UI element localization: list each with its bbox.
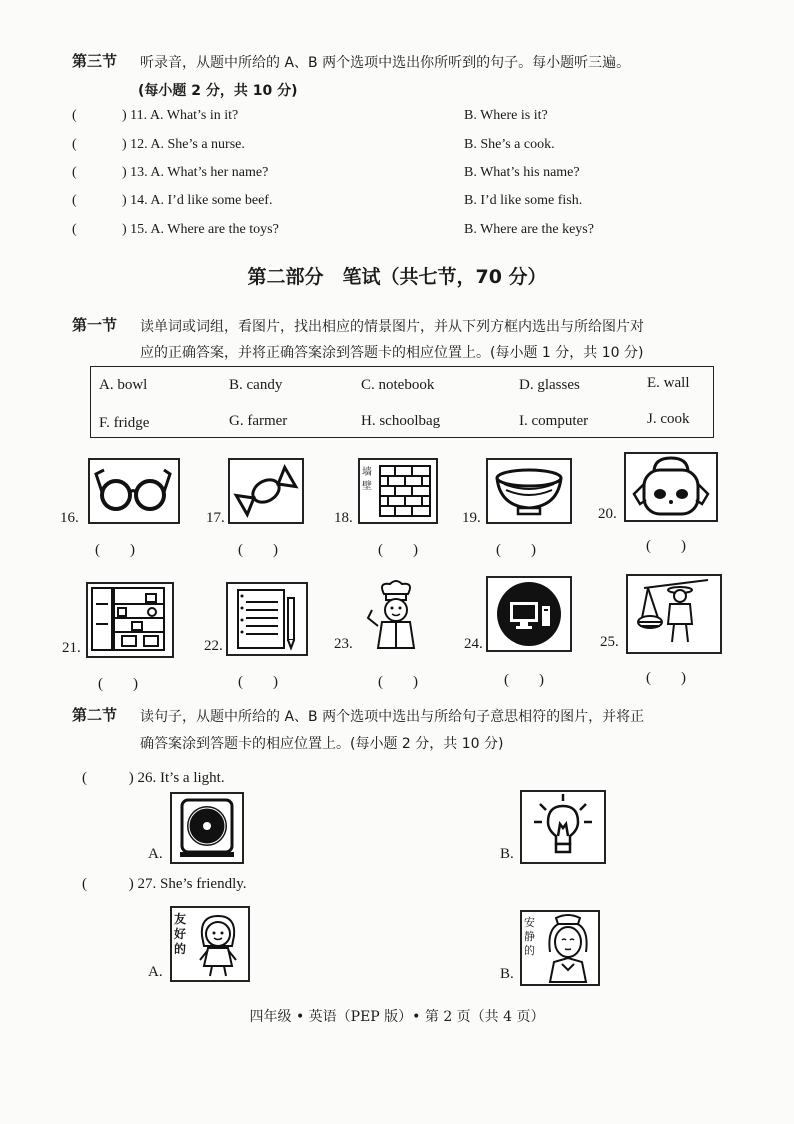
word-option: D. glasses [519,377,580,393]
question-11 [72,108,712,130]
section1-label: 第一节 [72,316,118,334]
schoolbag-icon [624,452,718,522]
question-15 [72,222,712,244]
question-13 [72,165,712,187]
section2-instruction-line1: 读句子，从题中所给的 A、B 两个选项中选出与所给句子意思相符的图片，并将正 [140,709,645,725]
answer-paren: ( [72,137,77,152]
notebook-icon [226,582,308,656]
answer-paren[interactable]: ( ) [378,542,418,558]
question-12 [72,137,712,159]
word-option: E. wall [647,375,690,391]
quiet-girl-icon[interactable] [520,910,600,986]
answer-paren[interactable]: ( ) [378,674,418,690]
quiet-caption: 安静的 [524,916,535,957]
answer-paren: ( [72,108,77,123]
computer-icon [486,576,572,652]
part2-title: 第二部分 笔试（共七节，70 分） [247,266,547,288]
friendly-girl-icon[interactable] [170,906,250,982]
option-a: ) 14. A. I’d like some beef. [122,193,273,208]
item-number: 21. [62,640,81,656]
answer-paren[interactable]: ( ) [238,674,278,690]
word-option: I. computer [519,413,589,429]
word-option: J. cook [647,411,690,427]
item-number: 22. [204,638,223,654]
cook-icon [358,578,436,654]
section2-instruction-line2: 确答案涂到答题卡的相应位置上。(每小题 2 分，共 10 分) [140,736,504,752]
wall-icon [358,458,438,524]
item-number: 17. [206,510,225,526]
option-b: B. I’d like some fish. [464,193,583,208]
word-option: A. bowl [99,377,148,393]
option-b: B. She’s a cook. [464,137,555,152]
fan-icon[interactable] [170,792,244,864]
option-b-label: B. [500,966,514,982]
glasses-icon [88,458,180,524]
item-number: 20. [598,506,617,522]
item-number: 24. [464,636,483,652]
word-option: B. candy [229,377,283,393]
question-26 [82,770,225,787]
word-option: F. fridge [99,415,150,431]
section1-instruction-line1: 读单词或词组，看图片，找出相应的情景图片，并从下列方框内选出与所给图片对 [140,319,644,335]
question-27 [82,876,247,893]
question-26-text: ) 26. It’s a light. [128,770,225,786]
word-option: G. farmer [229,413,288,429]
answer-paren: ( [72,222,77,237]
option-a: ) 11. A. What’s in it? [122,108,239,123]
fridge-icon [86,582,174,658]
item-number: 25. [600,634,619,650]
word-option: C. notebook [361,377,435,393]
section2-label: 第二节 [72,706,118,724]
light-bulb-icon[interactable] [520,790,606,864]
candy-icon [228,458,304,524]
word-options-box [90,366,714,438]
option-a-label: A. [148,846,163,862]
bowl-icon [486,458,572,524]
question-14 [72,193,712,215]
option-b: B. Where are the keys? [464,222,594,237]
answer-paren[interactable]: ( ) [238,542,278,558]
answer-paren[interactable]: ( ) [504,672,544,688]
item-number: 18. [334,510,353,526]
item-number: 16. [60,510,79,526]
answer-paren[interactable]: ( ) [646,670,686,686]
question-27-text: ) 27. She’s friendly. [128,876,247,892]
answer-paren[interactable]: ( ) [98,676,138,692]
option-a: ) 12. A. She’s a nurse. [122,137,245,152]
item-number: 19. [462,510,481,526]
section3-label: 第三节 [72,52,118,70]
section3-scoring: (每小题 2 分，共 10 分) [138,83,298,99]
option-b-label: B. [500,846,514,862]
answer-paren[interactable]: ( [82,770,87,786]
section1-instruction-line2: 应的正确答案，并将正确答案涂到答题卡的相应位置上。(每小题 1 分，共 10 分) [140,345,644,361]
answer-paren[interactable]: ( [82,876,87,892]
option-a: ) 13. A. What’s her name? [122,165,269,180]
page-footer: 四年级 • 英语（PEP 版）• 第 2 页（共 4 页） [249,1009,545,1025]
friendly-caption: 友好的 [174,912,187,956]
farmer-icon [626,574,722,654]
answer-paren[interactable]: ( ) [646,538,686,554]
answer-paren[interactable]: ( ) [496,542,536,558]
option-b: B. What’s his name? [464,165,580,180]
option-b: B. Where is it? [464,108,548,123]
wall-caption: 墙壁 [362,467,372,492]
answer-paren[interactable]: ( ) [95,542,135,558]
item-number: 23. [334,636,353,652]
answer-paren: ( [72,193,77,208]
word-option: H. schoolbag [361,413,441,429]
answer-paren: ( [72,165,77,180]
option-a-label: A. [148,964,163,980]
option-a: ) 15. A. Where are the toys? [122,222,279,237]
section3-instruction: 听录音，从题中所给的 A、B 两个选项中选出你所听到的句子。每小题听三遍。 [140,55,631,71]
